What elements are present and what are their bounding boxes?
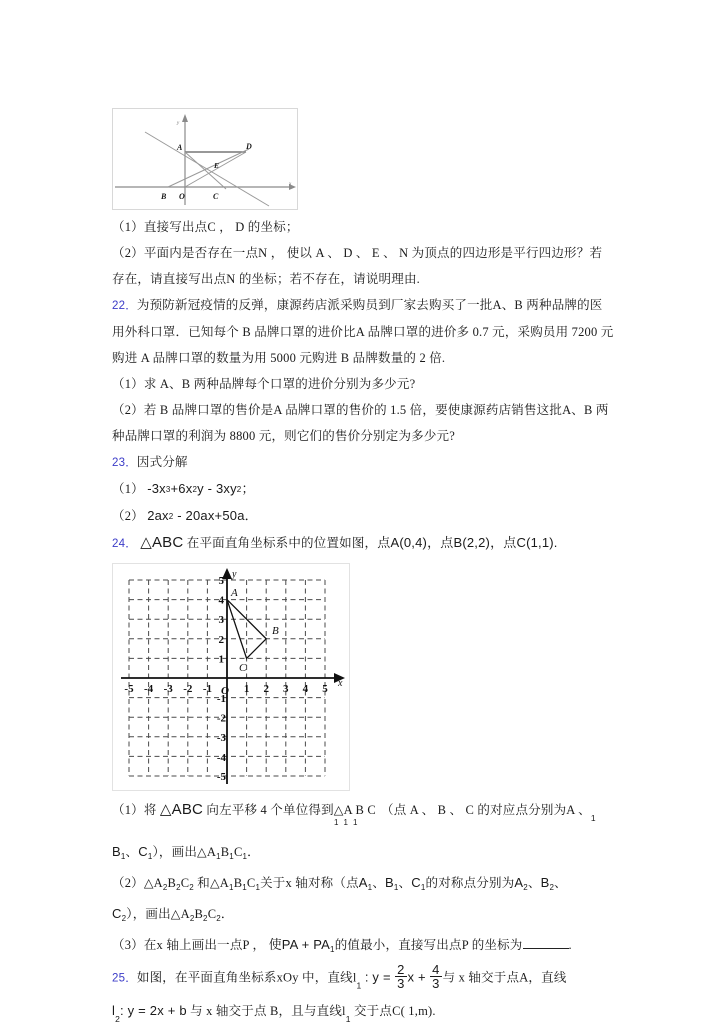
point-label-B: B — [161, 192, 167, 201]
line-diagram-svg — [113, 109, 297, 209]
q24-part2-s1: 、 — [372, 876, 386, 890]
q24-part2-A2: $A_2$ — [514, 875, 528, 892]
q25-stem-c: x + — [407, 969, 426, 985]
q25-line2-d: . — [432, 1004, 436, 1019]
q24-part3 — [112, 932, 612, 963]
q25-stem-a: 如图，在平面直角坐标系xOy 中，直线l — [136, 970, 357, 985]
svg-text:-1: -1 — [202, 683, 212, 695]
fraction-denominator: 3 — [397, 976, 405, 992]
q24-stem-text: 在平面直角坐标系中的位置如图， — [186, 536, 378, 550]
q25-line1 — [112, 963, 612, 998]
q24-point-b: ，点B(2,2) — [427, 535, 491, 550]
svg-text:1: 1 — [243, 683, 250, 695]
q22-part2-line2: 种品牌口罩的利润为 8800 元，则它们的售价分别定为多少元? — [112, 429, 455, 443]
svg-text:2: 2 — [218, 633, 224, 646]
q25-stem-d: 与 x 轴交于点A，直线 — [442, 970, 567, 985]
q25-number: 25． — [112, 972, 137, 985]
q24-part2-s3: 的对称点分别为 — [425, 876, 515, 890]
svg-text:-2: -2 — [216, 712, 226, 725]
q23-part1 — [112, 476, 612, 503]
grid-point-label-B: B — [272, 625, 279, 637]
q24-part1-line1 — [112, 797, 612, 831]
q25-line2-c: 交于点C( 1,m) — [353, 1004, 433, 1019]
point-label-O: O — [179, 192, 185, 201]
svg-text:3: 3 — [218, 614, 224, 627]
svg-text:-5: -5 — [124, 683, 134, 695]
svg-text:-4: -4 — [144, 683, 154, 695]
q24-part2-s5: 、 — [554, 876, 567, 890]
q24-part1-prefix: （1）将 — [112, 803, 157, 817]
q22-stem-line3: 购进 A 品牌口罩的数量为用 5000 元购进 B 品牌数量的 2 倍. — [112, 351, 446, 365]
q24-part2-C2: $C_2$ — [112, 906, 127, 923]
fraction-denominator: 3 — [432, 976, 440, 992]
q22-part2-line1: （2）若 B 品牌口罩的售价是A 品牌口罩的售价的 1.5 倍，要使康源药店销售这批A、B 两 — [112, 403, 609, 417]
q25-line1-sub: 1 — [356, 980, 362, 991]
svg-text:4: 4 — [218, 594, 224, 607]
q25-line2-sub2: 1 — [345, 1014, 351, 1025]
q24-part2-sym: 关于x 轴对称（点 — [260, 876, 359, 890]
fraction-two-thirds — [395, 963, 406, 991]
q24-part2-tail: ），画出$\triangle A_2B_2C_2$． — [126, 907, 234, 923]
figure-line-diagram — [112, 108, 298, 210]
q22-number: 22． — [112, 300, 137, 312]
point-label-A: A — [177, 143, 183, 152]
grid-point-label-A: A — [231, 587, 238, 599]
fraction-numerator: 2 — [397, 962, 405, 977]
q24-part2-lead: $(2)\triangle A_2B_2C_2$ — [112, 876, 194, 892]
svg-text:-3: -3 — [163, 683, 173, 695]
q25-line2-eq: : y = 2x + b — [120, 1003, 187, 1019]
q22-stem-line1 — [112, 292, 612, 319]
q24-part2-B1: $B_1$ — [385, 875, 399, 892]
y-tick-labels — [217, 575, 227, 783]
q24-part3-c: 的值最小，直接写出点P 的坐标为 — [334, 938, 523, 952]
q24-part2-line2 — [112, 901, 612, 932]
q22-stem-text1: 为预防新冠疫情的反弹，康源药店派采购员到厂家去购买了一批A、B 两种品牌的医 — [136, 298, 603, 312]
q24-part2-s2: 、 — [398, 876, 412, 890]
q23-title: 因式分解 — [136, 455, 188, 469]
figure-line-diagram-wrapper — [112, 108, 612, 210]
y-axis-label: y — [232, 569, 237, 580]
q22-stem-line2: 用外科口罩．已知每个 B 品牌口罩的进价比A 品牌口罩的进价多 0.7 元，采购员用 7200 元 — [112, 325, 614, 339]
q24-part1-triangle: △ABC — [159, 801, 204, 818]
x-axis-label: x — [289, 182, 292, 187]
q21-part2-line2: 存在，请直接写出点N 的坐标；若不存在，请说明理由. — [112, 272, 420, 286]
q24-number: 24． — [112, 538, 137, 550]
svg-text:-2: -2 — [183, 683, 193, 695]
q24-part2-s4: 、 — [527, 876, 541, 890]
svg-text:-5: -5 — [216, 771, 226, 783]
q24-part2-and: 和$\triangle A_1B_1C_1$ — [197, 876, 261, 892]
y-axis-arrow — [182, 114, 188, 122]
q23-part1-prefix: （1） — [112, 482, 144, 496]
q25-line2-text: 与 x 轴交于点 B，且与直线l — [190, 1004, 346, 1019]
q24-part3-a: （3）在x 轴上画出一点P ， — [112, 938, 266, 952]
q24-part1-subscripts-row — [112, 818, 612, 839]
svg-text:5: 5 — [218, 575, 224, 587]
q25-stem-b: : y = — [364, 969, 391, 985]
q25-line2-sub: 2 — [115, 1014, 121, 1025]
x-axis-label: x — [338, 678, 343, 689]
q24-part1-sub-a1: 1 — [590, 813, 596, 823]
q24-part1-C1: $C_1$ — [138, 844, 153, 861]
q24-sub-triple: 1 1 1 — [334, 818, 358, 827]
q24-part1-text: 向左平移 4 个单位得到△A B C — [206, 803, 376, 817]
svg-text:-4: -4 — [216, 751, 226, 764]
q24-part2-A1: $A_1$ — [358, 875, 373, 892]
q24-triangle-abc: △ABC — [140, 534, 184, 551]
point-label-C: C — [213, 192, 219, 201]
q21-part2-line1: （2）平面内是否存在一点N ， 使以 A 、 D 、 E 、 N 为顶点的四边形是平行四边形？若 — [112, 246, 603, 260]
svg-text:1: 1 — [218, 653, 224, 666]
fraction-numerator: 4 — [432, 962, 440, 977]
point-label-D: D — [246, 142, 252, 151]
svg-text:-3: -3 — [216, 732, 226, 745]
q23-number: 23． — [112, 457, 137, 469]
q24-part1-sep: 、 — [125, 845, 139, 859]
q23-part2-prefix: （2） — [112, 509, 144, 523]
point-label-E: E — [214, 161, 220, 170]
q25-line2 — [112, 998, 612, 1032]
svg-text:4: 4 — [302, 683, 309, 695]
q24-part1-B1: $B_1$ — [112, 844, 126, 861]
q24-part1-line2 — [112, 839, 612, 870]
fraction-four-thirds — [430, 963, 441, 991]
q21-part1: （1）直接写出点C ， D 的坐标； — [112, 220, 299, 234]
q24-part2-B2: $B_2$ — [540, 875, 555, 892]
q23-part1-expression: $-3x^3+6x^2y - 3xy^2$； — [147, 481, 255, 496]
q24-part2-line1 — [112, 870, 612, 901]
svg-text:2: 2 — [263, 683, 269, 695]
q24-point-c: ，点C(1,1). — [490, 535, 558, 550]
q22-part1: （1）求 A、B 两种品牌每个口罩的进价分别为多少元? — [112, 377, 416, 391]
svg-text:-1: -1 — [216, 693, 226, 705]
line-B-to-D — [168, 149, 249, 187]
origin-label: O — [221, 685, 229, 697]
q23-part2-expression: $2ax^2 - 20ax+50a$． — [147, 508, 258, 523]
svg-text:3: 3 — [283, 683, 289, 695]
y-axis-label: y — [177, 121, 180, 126]
q24-part1-tail: ），画出$\triangle A_1B_1C_1$． — [152, 845, 260, 861]
q24-part2-C1: $C_1$ — [411, 875, 426, 892]
figure-coordinate-grid — [112, 563, 350, 791]
q24-part3-pa: 使PA + $PA_1$ — [268, 937, 335, 954]
q24-part1-paren: （点 A 、 B 、 C 的对应点分别为A 、 — [381, 803, 591, 817]
coordinate-grid-svg — [113, 564, 349, 790]
q23-part2 — [112, 503, 612, 530]
q24-stem — [112, 530, 612, 557]
q24-point-a: 点A(0,4) — [377, 535, 428, 550]
page-content — [112, 108, 612, 1032]
svg-text:5: 5 — [322, 683, 328, 695]
q24-answer-blank[interactable] — [523, 948, 569, 949]
q24-part3-d: . — [568, 938, 572, 952]
q25-line2-l: l — [112, 1003, 116, 1019]
figure-coordinate-grid-wrapper — [112, 563, 612, 791]
grid-point-label-C: C — [239, 662, 247, 674]
q23-title-row — [112, 449, 612, 476]
